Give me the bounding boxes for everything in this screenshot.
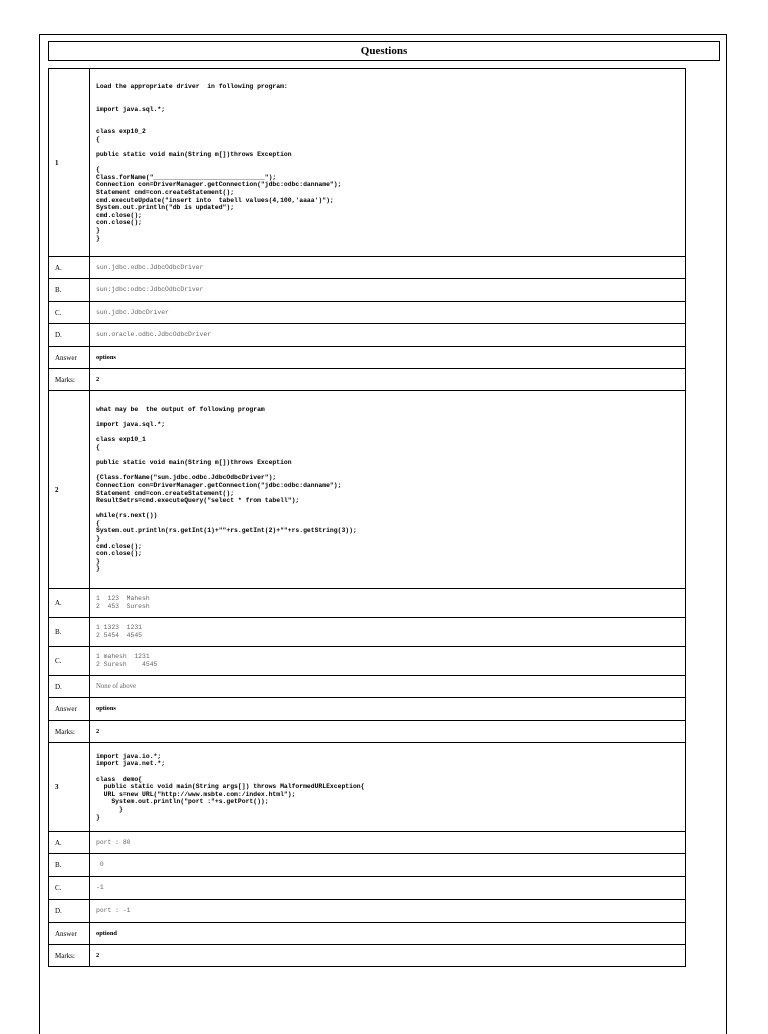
answer-label: Answer: [49, 347, 90, 369]
option-label: C.: [49, 647, 90, 676]
option-text: 1 1323 1231 2 5454 4545: [90, 618, 686, 647]
answer-value: optiond: [90, 923, 686, 945]
option-label: D.: [49, 324, 90, 347]
marks-row: [49, 721, 686, 743]
option-label: B.: [49, 618, 90, 647]
answer-label: Answer: [49, 698, 90, 721]
option-row: [49, 257, 686, 279]
answer-label: Answer: [49, 923, 90, 945]
option-text: port : -1: [90, 900, 686, 923]
option-label: D.: [49, 900, 90, 923]
answer-row: [49, 923, 686, 945]
question-text: import java.io.*; import java.net.*; class demo{ public static void main(String args[]) throws MalformedURLException{ URL s=new URL("http://www.msbte.com:/index.html"); System.out.println("port :"+s.getPort()); } }: [90, 743, 686, 832]
answer-value: options: [90, 347, 686, 369]
option-row: [49, 279, 686, 302]
option-text: sun:jdbc:odbc:JdbcOdbcDriver: [90, 279, 686, 302]
option-label: C.: [49, 877, 90, 900]
marks-label: Marks:: [49, 369, 90, 391]
marks-label: Marks:: [49, 945, 90, 967]
option-label: B.: [49, 854, 90, 877]
option-text: 1 mahesh 1231 2 Suresh 4545: [90, 647, 686, 676]
option-text: 1 123 Mahesh 2 453 Suresh: [90, 589, 686, 618]
option-text: -1: [90, 877, 686, 900]
option-label: D.: [49, 676, 90, 698]
option-row: [49, 618, 686, 647]
question-text: what may be the output of following program import java.sql.*; class exp10_1 { public static void main(String m[])throws Exception {Class.forName("sun.jdbc.odbc.JdbcOdbcDriver"); Connection con=DriverManager.getConnection("jdbc:odbc:danname"); Statement cmd=con.createStatement(); ResultSetrs=cmd.executeQuery("select * from tabell"); while(rs.next()) { System.out.println(rs.getInt(1)+""+rs.getInt(2)+""+rs.getString(3)); } cmd.close(); con.close(); } }: [90, 391, 686, 589]
answer-row: [49, 347, 686, 369]
question-row: [49, 69, 686, 257]
option-text: port : 80: [90, 832, 686, 854]
option-text: None of above: [90, 676, 686, 698]
question-number: 1: [49, 69, 90, 257]
question-number: 3: [49, 743, 90, 832]
questions-table: [48, 68, 686, 967]
question-number: 2: [49, 391, 90, 589]
question-row: [49, 391, 686, 589]
option-row: [49, 302, 686, 324]
option-row: [49, 589, 686, 618]
marks-row: [49, 945, 686, 967]
question-text: Load the appropriate driver in following program: import java.sql.*; class exp10_2 { public static void main(String m[])throws Exception { Class.forName("_____________________________"); Connection con=DriverManager.getConnection("jdbc:odbc:danname"); Statement cmd=con.createStatement(); cmd.executeUpdate("insert into tabell values(4,100,'aaaa')"); System.out.println("db is updated"); cmd.close(); con.close(); } }: [90, 69, 686, 257]
option-row: [49, 854, 686, 877]
option-row: [49, 832, 686, 854]
option-row: [49, 676, 686, 698]
answer-row: [49, 698, 686, 721]
marks-value: 2: [90, 369, 686, 391]
option-text: sun.jdbc.odbc.JdbcOdbcDriver: [90, 257, 686, 279]
marks-label: Marks:: [49, 721, 90, 743]
marks-row: [49, 369, 686, 391]
option-label: A.: [49, 589, 90, 618]
marks-value: 2: [90, 945, 686, 967]
marks-value: 2: [90, 721, 686, 743]
option-label: B.: [49, 279, 90, 302]
option-row: [49, 324, 686, 347]
option-label: C.: [49, 302, 90, 324]
option-label: A.: [49, 832, 90, 854]
option-row: [49, 647, 686, 676]
page-title: Questions: [48, 41, 720, 61]
option-label: A.: [49, 257, 90, 279]
option-text: sun.jdbc.JdbcDriver: [90, 302, 686, 324]
question-row: [49, 743, 686, 832]
answer-value: options: [90, 698, 686, 721]
option-row: [49, 877, 686, 900]
option-row: [49, 900, 686, 923]
option-text: 0: [90, 854, 686, 877]
option-text: sun.oracle.odbc.JdbcOdbcDriver: [90, 324, 686, 347]
